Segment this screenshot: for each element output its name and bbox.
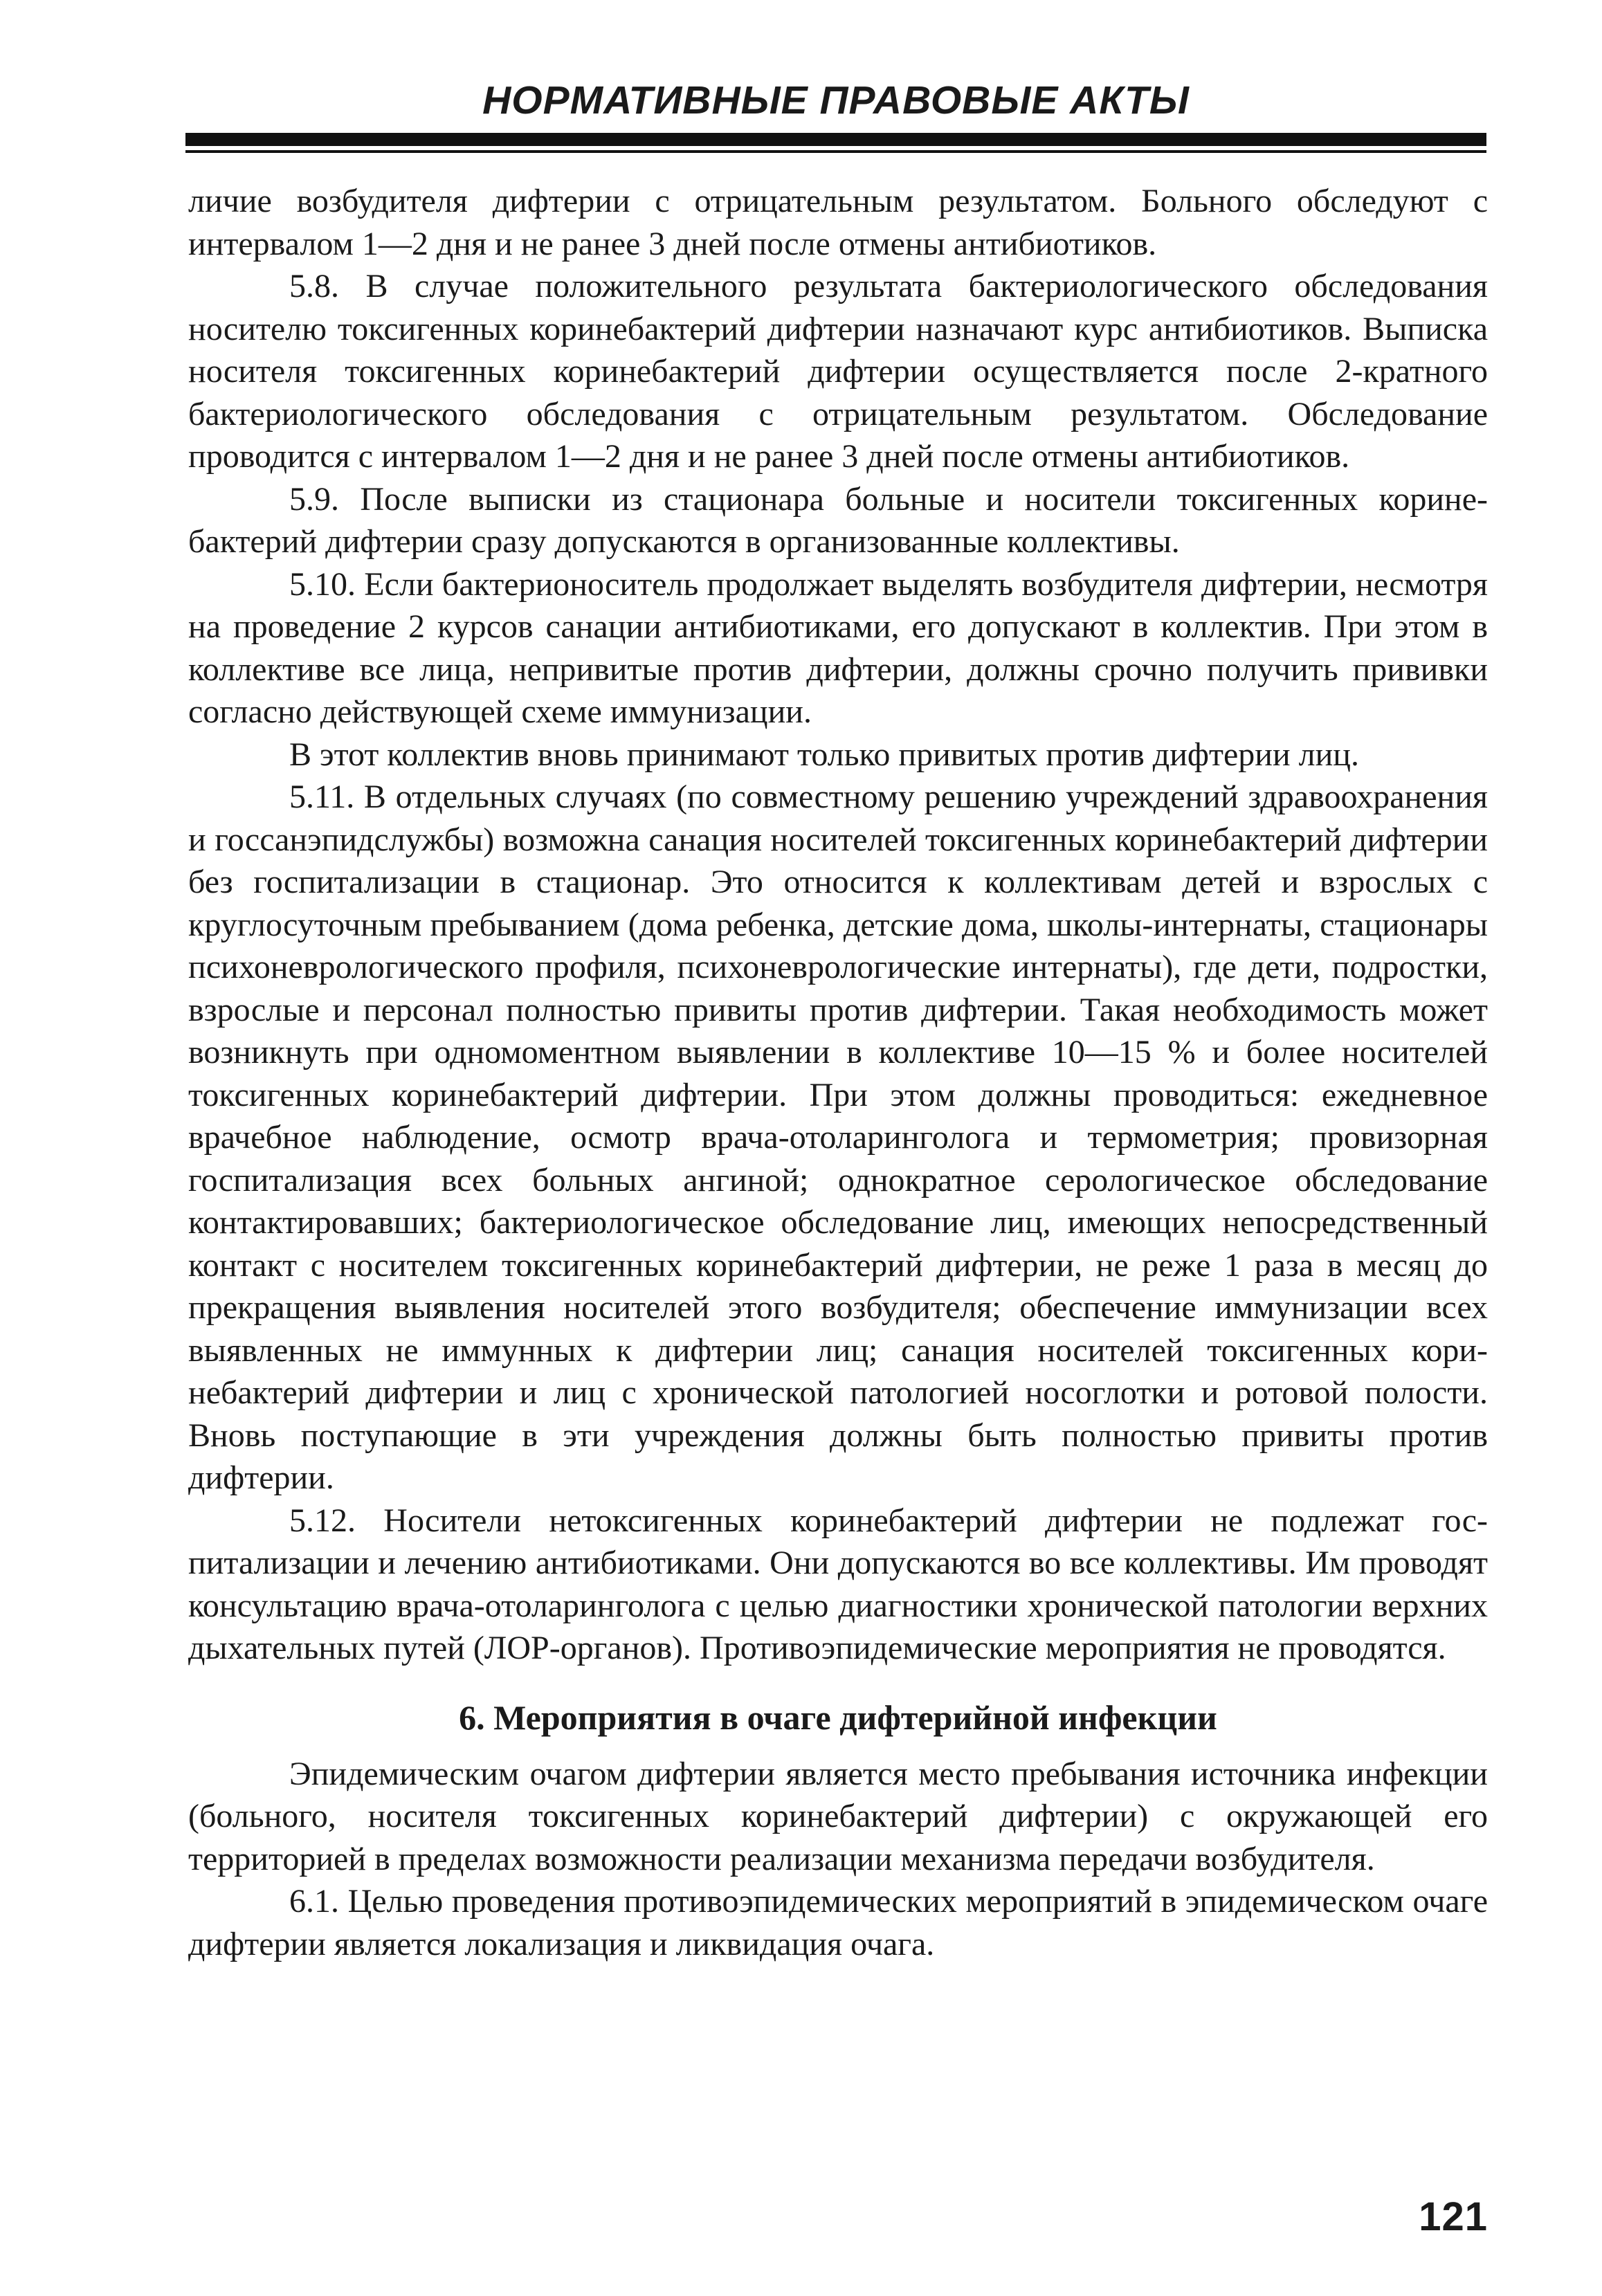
paragraph-5-10: 5.10. Если бактерионоситель продолжает выделять возбудителя дифтерии, несмотря на проведение 2 курсов санации антибиотиками, его допускают в коллектив. При этом в коллективе все лица, непривитые против дифтерии, должны срочно получить прививки согласно действующей схеме иммунизации. <box>188 565 1488 730</box>
page-body <box>188 180 1488 1965</box>
header-rule-thin <box>185 150 1486 153</box>
paragraph-continuation: личие возбудителя дифтерии с отрицательным результатом. Больного обследуют с интервалом 1—2 дня и не ранее 3 дней после отмены антибиотиков. <box>188 183 1488 262</box>
paragraph-5-10-note: В этот коллектив вновь принимают только привитых против дифтерии лиц. <box>289 736 1359 773</box>
paragraph-5-11: 5.11. В отдельных случаях (по совместному решению учреждений здравоохранения и госсанэпидслужбы) возможна санация носителей токсигенных коринебактерий дифтерии без госпитализации в стационар. Это относится к коллективам детей и взрослых с круглосуточным пребыванием (дома ребенка, детские дома, школы-интернаты, стационары психоневрологического профиля, психоневрологические интернаты), где дети, подростки, взрослые и персонал полностью привиты против дифтерии. Такая необходимость может возникнуть при одномоментном выявлении в коллективе 10—15 % и более носителей токсигенных коринебактерий дифтерии. При этом должны проводиться: ежедневное врачебное наблюдение, осмотр врача-отоларинголога и термометрия; провизорная госпитализация всех больных ангиной; однократное серологическое обследование контактировавших; бактериологическое обследование лиц, имеющих непосредственный контакт с носителем токсигенных коринебактерий дифтерии, не реже 1 раза в месяц до прекращения выявления носителей этого возбудителя; обеспечение иммунизации всех выявленных не иммунных к дифтерии лиц; санация носителей токсигенных коринебактерий дифтерии и лиц с хронической патологией носоглотки и ротовой полости. Вновь поступающие в эти учреждения должны быть полностью привиты против дифтерии. <box>188 778 1488 1496</box>
paragraph-5-8: 5.8. В случае положительного результата бактериологического обследования носителю токсигенных коринебактерий дифтерии назначают курс антибиотиков. Выписка носителя токсигенных коринебактерий дифтерии осуществляется после 2-кратного бактериологического обследования с отрицательным результатом. Обследование проводится с интервалом 1—2 дня и не ранее 3 дней после отмены антибиотиков. <box>188 268 1488 475</box>
header-rule-thick <box>185 133 1486 146</box>
page-number: 121 <box>1419 2194 1488 2239</box>
paragraph-5-9: 5.9. После выписки из стационара больные и носители токсигенных коринебактерий дифтерии сразу допускаются в организованные коллективы. <box>188 480 1488 560</box>
section-6-heading: 6. Мероприятия в очаге дифтерийной инфекции <box>459 1697 1217 1737</box>
paragraph-6-intro: Эпидемическим очагом дифтерии является место пребывания источника инфекции (больного, носителя токсигенных коринебактерий дифтерии) с окружающей его территорией в пределах возможности реализации механизма передачи возбудителя. <box>188 1755 1488 1877</box>
paragraph-6-1: 6.1. Целью проведения противоэпидемических мероприятий в эпидемическом очаге дифтерии является локализация и ликвидация очага. <box>188 1883 1488 1962</box>
running-header <box>185 69 1486 153</box>
running-header-title: НОРМАТИВНЫЕ ПРАВОВЫЕ АКТЫ <box>482 78 1190 122</box>
paragraph-5-12: 5.12. Носители нетоксигенных коринебактерий дифтерии не подлежат госпитализации и лечению антибиотиками. Они допускаются во все коллективы. Им проводят консультацию врача-отоларинголога с целью диагностики хронической патологии верхних дыхательных путей (ЛОР-органов). Противоэпидемические мероприятия не проводятся. <box>188 1502 1488 1666</box>
